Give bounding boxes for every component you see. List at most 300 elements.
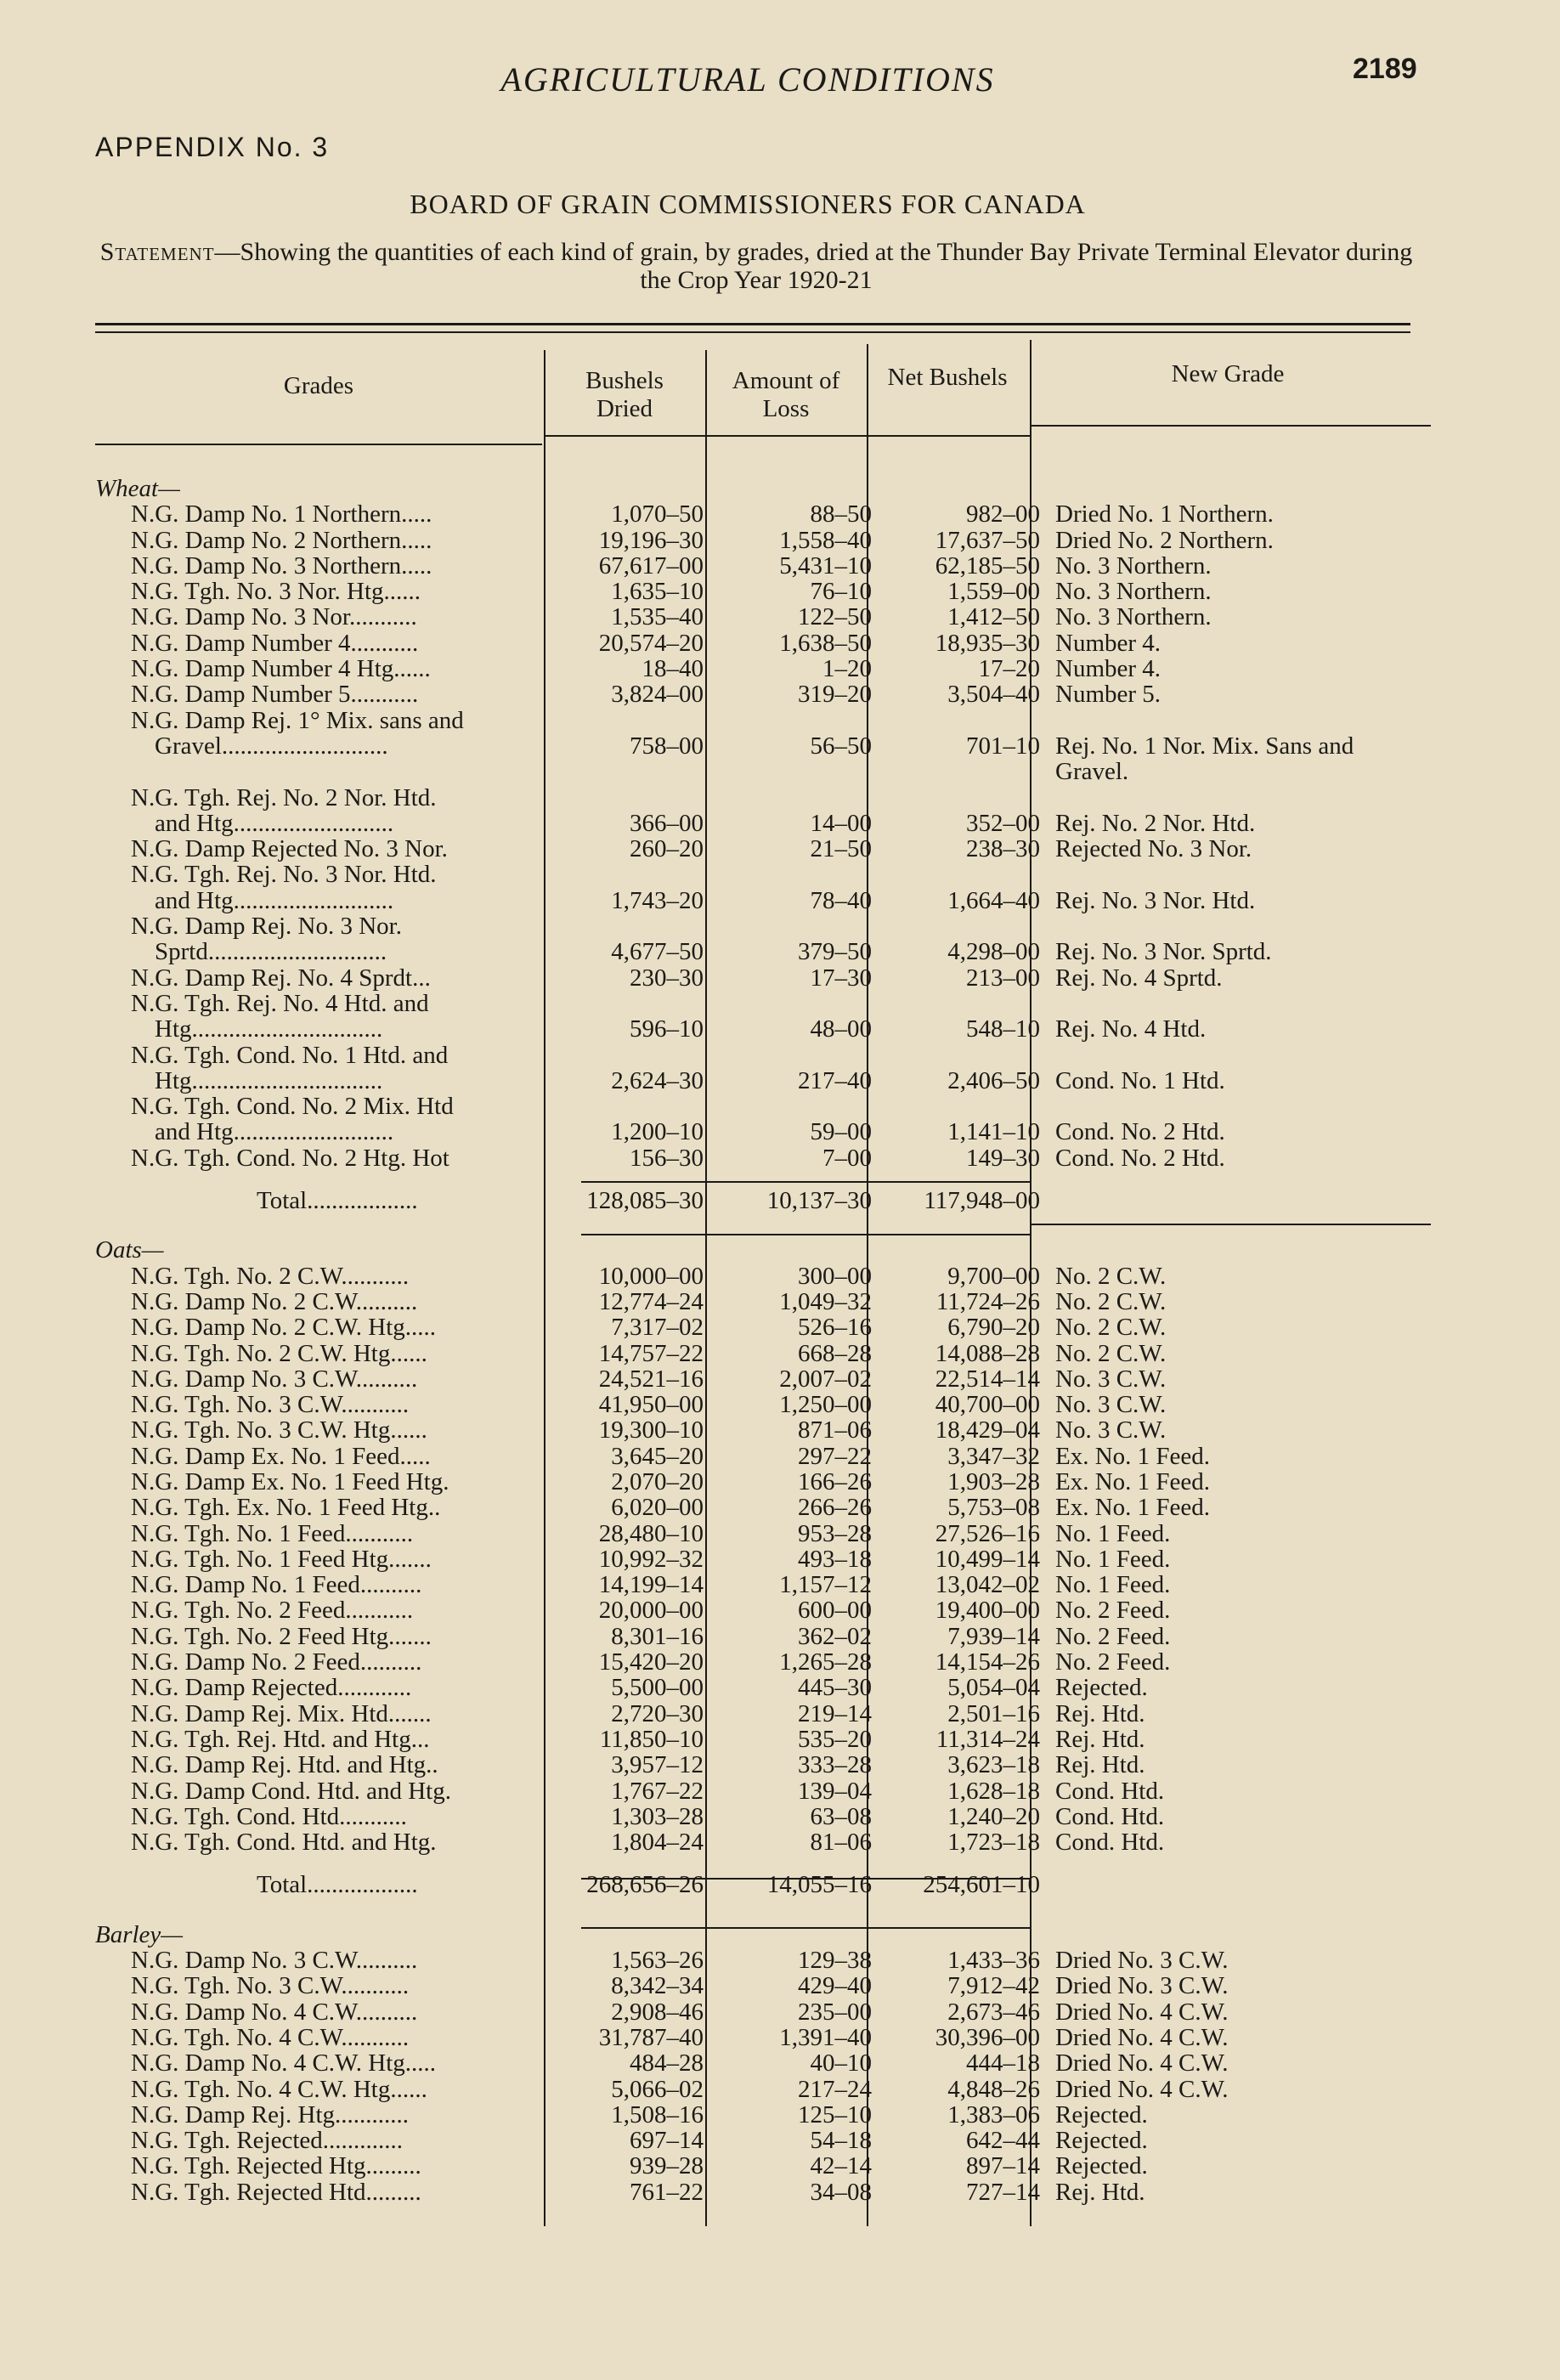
new-grade-cell-continued: Gravel. — [1055, 759, 1129, 785]
wheat-row-5 — [95, 630, 1463, 656]
amount-of-loss-cell: 493–18 — [798, 1546, 872, 1573]
net-bushels-cell: 4,848–26 — [947, 2076, 1040, 2102]
bushels-dried-cell: 31,787–40 — [598, 2024, 704, 2051]
grade-text: N.G. Damp No. 1 Northern..... — [131, 501, 432, 528]
barley-row-8 — [95, 2153, 1463, 2179]
barley-row-1 — [95, 1973, 1463, 1998]
loss-cell-empty — [710, 913, 879, 939]
grade-cell — [95, 965, 542, 991]
bushels-dried-cell: 1,743–20 — [611, 887, 704, 914]
total-label-cell — [95, 1188, 542, 1213]
net-bushels-cell: 1,628–18 — [947, 1778, 1040, 1804]
column-header-grades: Grades — [283, 372, 354, 399]
grade-cell — [95, 1521, 542, 1546]
grade-text-continued: Gravel........................... — [155, 732, 388, 760]
new-grade-cell: No. 2 C.W. — [1055, 1263, 1167, 1289]
grade-text: N.G. Tgh. No. 4 C.W........... — [131, 2024, 410, 2051]
amount-of-loss-cell: 54–18 — [810, 2128, 872, 2154]
dried-cell-empty — [542, 785, 710, 811]
grade-cell — [95, 1417, 542, 1443]
new-grade-cell: Rej. Htd. — [1055, 2179, 1145, 2205]
new-grade-cell: No. 1 Feed. — [1055, 1520, 1171, 1546]
grade-text: N.G. Damp Ex. No. 1 Feed Htg. — [131, 1468, 449, 1495]
bushels-dried-cell: 1,200–10 — [611, 1119, 704, 1145]
amount-of-loss-cell: 56–50 — [810, 732, 872, 760]
grade-cell — [95, 630, 542, 656]
new-grade-cell: No. 3 C.W. — [1055, 1417, 1167, 1444]
grade-text-continued: and Htg.......................... — [155, 810, 394, 837]
grade-cell — [95, 1649, 542, 1675]
net-bushels-cell: 14,088–28 — [935, 1340, 1040, 1366]
new-grade-cell: Rej. Htd. — [1055, 1752, 1145, 1778]
loss-cell-empty — [710, 991, 879, 1016]
wheat-row-8-line1 — [95, 708, 1463, 733]
amount-of-loss-cell: 1,049–32 — [779, 1288, 872, 1315]
wheat-row-17 — [95, 1145, 1463, 1171]
dried-cell-empty — [542, 862, 710, 887]
bushels-dried-cell: 230–30 — [630, 964, 704, 991]
dried-cell-empty — [542, 991, 710, 1016]
net-cell-empty — [879, 708, 1047, 733]
amount-of-loss-cell: 122–50 — [798, 604, 872, 630]
new-grade-cell: Number 4. — [1055, 656, 1162, 682]
grade-cell — [95, 1804, 542, 1829]
column-header-bushels-dried: Bushels Dried — [585, 367, 664, 422]
net-bushels-cell: 1,433–36 — [947, 1948, 1040, 1974]
net-bushels-cell: 982–00 — [966, 501, 1040, 528]
grade-cell — [95, 1469, 542, 1495]
grade-cell — [95, 2025, 542, 2050]
column-header-new-grade: New Grade — [1171, 360, 1285, 387]
grade-text: N.G. Tgh. No. 2 Feed........... — [131, 1597, 414, 1624]
grade-text: N.G. Damp No. 3 Northern..... — [131, 552, 432, 579]
oats-row-14 — [95, 1624, 1463, 1649]
new-grade-cell-empty — [1047, 913, 1463, 939]
new-grade-cell: No. 3 Northern. — [1055, 552, 1212, 579]
amount-of-loss-cell: 81–06 — [810, 1829, 872, 1856]
amount-of-loss-cell: 14–00 — [810, 810, 872, 837]
amount-of-loss-cell: 333–28 — [798, 1752, 872, 1778]
net-bushels-cell: 5,054–04 — [947, 1675, 1040, 1701]
grade-text: N.G. Tgh. Rej. No. 2 Nor. Htd. — [131, 784, 437, 811]
grade-cell — [95, 1572, 542, 1597]
dried-cell-empty — [542, 913, 710, 939]
net-bushels-cell: 2,501–16 — [947, 1700, 1040, 1727]
oats-row-0 — [95, 1263, 1463, 1289]
grain-table — [95, 476, 1463, 2205]
grade-cell — [95, 1043, 542, 1068]
grade-text: N.G. Damp Ex. No. 1 Feed..... — [131, 1443, 431, 1469]
grade-text: N.G. Tgh. Cond. No. 1 Htd. and — [131, 1042, 449, 1068]
grade-cell — [95, 1546, 542, 1572]
net-bushels-cell: 14,154–26 — [935, 1649, 1040, 1676]
amount-of-loss-cell: 219–14 — [798, 1700, 872, 1727]
header-underline-numbers — [545, 435, 1030, 437]
amount-of-loss-cell: 1,558–40 — [779, 527, 872, 553]
new-grade-cell: No. 2 C.W. — [1055, 1340, 1167, 1366]
amount-of-loss-cell: 535–20 — [798, 1726, 872, 1753]
net-bushels-cell: 727–14 — [966, 2179, 1040, 2205]
new-grade-cell: Rej. No. 4 Sprtd. — [1055, 964, 1223, 991]
wheat-total-spacer-cell — [95, 1171, 1463, 1188]
oats-section-label-text: Oats— — [95, 1237, 164, 1263]
net-bushels-cell: 10,499–14 — [935, 1546, 1040, 1573]
bushels-dried-cell: 1,635–10 — [611, 579, 704, 605]
total-amount-of-loss: 10,137–30 — [766, 1188, 872, 1214]
oats-row-7 — [95, 1444, 1463, 1469]
net-bushels-cell: 7,939–14 — [947, 1623, 1040, 1650]
total-bushels-dried: 128,085–30 — [586, 1188, 704, 1214]
new-grade-cell: No. 1 Feed. — [1055, 1572, 1171, 1598]
net-bushels-cell: 5,753–08 — [947, 1495, 1040, 1521]
bushels-dried-cell: 758–00 — [630, 732, 704, 760]
barley-row-4 — [95, 2050, 1463, 2076]
grade-cell — [95, 528, 542, 553]
net-cell-empty — [879, 862, 1047, 887]
wheat-section-label-text: Wheat— — [95, 476, 180, 502]
bushels-dried-cell: 15,420–20 — [598, 1649, 704, 1676]
bushels-dried-cell: 10,000–00 — [598, 1263, 704, 1289]
amount-of-loss-cell: 2,007–02 — [779, 1365, 872, 1393]
new-grade-cell: Rej. No. 3 Nor. Sprtd. — [1055, 939, 1272, 965]
bushels-dried-cell: 8,301–16 — [611, 1623, 704, 1650]
grade-cell — [95, 1701, 542, 1727]
wheat-total-spacer — [95, 1171, 1463, 1188]
grade-text: N.G. Damp Rej. Htg............ — [131, 2101, 410, 2128]
net-bushels-cell: 1,383–06 — [947, 2101, 1040, 2128]
board-title: BOARD OF GRAIN COMMISSIONERS FOR CANADA — [410, 189, 1086, 219]
net-bushels-cell: 548–10 — [966, 1016, 1040, 1043]
grade-text: N.G. Damp No. 2 C.W. Htg..... — [131, 1314, 437, 1341]
new-grade-cell: Dried No. 4 C.W. — [1055, 2076, 1229, 2102]
grade-cell — [95, 1145, 542, 1171]
grade-text: N.G. Tgh. Rejected Htg......... — [131, 2153, 421, 2179]
wheat-row-12-line1 — [95, 913, 1463, 939]
new-grade-cell: Rej. No. 4 Htd. — [1055, 1016, 1207, 1043]
total-bushels-dried: 268,656–26 — [586, 1872, 704, 1898]
grade-cell — [95, 836, 542, 862]
amount-of-loss-cell: 217–40 — [798, 1067, 872, 1094]
new-grade-cell: Cond. Htd. — [1055, 1803, 1165, 1830]
new-grade-cell: Dried No. 3 C.W. — [1055, 1973, 1229, 1999]
new-grade-cell: Cond. No. 2 Htd. — [1055, 1145, 1225, 1172]
new-grade-cell: Rej. Htd. — [1055, 1726, 1145, 1753]
grade-text: N.G. Damp No. 3 Nor........... — [131, 604, 417, 630]
oats-row-4 — [95, 1366, 1463, 1392]
grade-cell — [95, 1829, 542, 1855]
net-cell-empty — [879, 913, 1047, 939]
amount-of-loss-cell: 668–28 — [798, 1340, 872, 1366]
grade-text: N.G. Tgh. Cond. No. 2 Htg. Hot — [131, 1145, 449, 1172]
bushels-dried-cell: 1,508–16 — [611, 2101, 704, 2128]
net-bushels-cell: 22,514–14 — [935, 1365, 1040, 1393]
new-grade-cell: Dried No. 3 C.W. — [1055, 1948, 1229, 1974]
grade-cell — [95, 1016, 542, 1042]
amount-of-loss-cell: 17–30 — [810, 964, 872, 991]
oats-row-13 — [95, 1597, 1463, 1623]
net-bushels-cell: 238–30 — [966, 836, 1040, 862]
loss-cell-empty — [710, 759, 879, 784]
new-grade-cell: No. 1 Feed. — [1055, 1546, 1171, 1573]
new-grade-cell: Cond. Htd. — [1055, 1829, 1165, 1856]
new-grade-cell: Rej. Htd. — [1055, 1700, 1145, 1727]
grade-cell — [95, 2050, 542, 2076]
oats-row-19 — [95, 1752, 1463, 1778]
total-net-bushels: 117,948–00 — [924, 1188, 1040, 1214]
net-bushels-cell: 1,141–10 — [947, 1119, 1040, 1145]
grade-text: N.G. Damp No. 4 C.W. Htg..... — [131, 2050, 437, 2077]
wheat-row-9 — [95, 811, 1463, 836]
bushels-dried-cell: 6,020–00 — [611, 1495, 704, 1521]
amount-of-loss-cell: 21–50 — [810, 836, 872, 862]
oats-row-17 — [95, 1701, 1463, 1727]
total-new-grade-empty — [1047, 1188, 1463, 1213]
wheat-row-8-line3 — [95, 759, 1463, 784]
grade-cell — [95, 991, 542, 1016]
barley-row-6 — [95, 2102, 1463, 2128]
bushels-dried-cell: 19,196–30 — [598, 527, 704, 553]
amount-of-loss-cell: 429–40 — [798, 1973, 872, 1999]
new-grade-cell: Dried No. 4 C.W. — [1055, 2024, 1229, 2051]
net-bushels-cell: 9,700–00 — [947, 1263, 1040, 1289]
bushels-dried-cell: 3,824–00 — [611, 681, 704, 708]
dried-cell-empty — [542, 1094, 710, 1119]
bushels-dried-cell: 14,757–22 — [598, 1340, 704, 1366]
amount-of-loss-cell: 1,638–50 — [779, 630, 872, 657]
amount-of-loss-cell: 5,431–10 — [779, 552, 872, 579]
dried-cell-empty — [542, 708, 710, 733]
net-bushels-cell: 11,314–24 — [935, 1726, 1040, 1753]
bushels-dried-cell: 1,563–26 — [611, 1948, 704, 1974]
grade-text: N.G. Tgh. No. 2 C.W........... — [131, 1263, 410, 1289]
amount-of-loss-cell: 362–02 — [798, 1623, 872, 1650]
oats-total-spacer-cell — [95, 1855, 1463, 1872]
amount-of-loss-cell: 40–10 — [810, 2050, 872, 2077]
grade-cell — [95, 1289, 542, 1314]
net-bushels-cell: 17,637–50 — [935, 527, 1040, 553]
new-grade-cell: Rej. No. 1 Nor. Mix. Sans and — [1055, 732, 1354, 760]
bushels-dried-cell: 14,199–14 — [598, 1572, 704, 1598]
wheat-row-15-line1 — [95, 1043, 1463, 1068]
grade-cell — [95, 939, 542, 964]
net-bushels-cell: 30,396–00 — [935, 2024, 1040, 2051]
barley-row-3 — [95, 2025, 1463, 2050]
oats-section-label — [95, 1237, 1463, 1263]
grade-cell — [95, 1973, 542, 1998]
wheat-section-label — [95, 476, 1463, 501]
bushels-dried-cell: 260–20 — [630, 836, 704, 862]
new-grade-cell: No. 2 C.W. — [1055, 1314, 1167, 1341]
new-grade-cell: Dried No. 1 Northern. — [1055, 501, 1274, 528]
grade-text: N.G. Tgh. No. 3 C.W........... — [131, 1392, 410, 1418]
bushels-dried-cell: 67,617–00 — [598, 552, 704, 579]
amount-of-loss-cell: 1,265–28 — [779, 1649, 872, 1676]
net-bushels-cell: 17–20 — [978, 656, 1040, 682]
grade-text-continued: Htg............................... — [155, 1067, 383, 1094]
grade-text: N.G. Tgh. No. 1 Feed........... — [131, 1520, 414, 1546]
grade-text: N.G. Damp Rej. No. 4 Sprdt... — [131, 964, 431, 991]
wheat-row-11-line1 — [95, 862, 1463, 887]
grade-cell — [95, 862, 542, 887]
amount-of-loss-cell: 1,391–40 — [779, 2024, 872, 2051]
bushels-dried-cell: 2,624–30 — [611, 1067, 704, 1094]
new-grade-cell: No. 2 Feed. — [1055, 1597, 1171, 1624]
new-grade-cell: No. 2 Feed. — [1055, 1623, 1171, 1650]
oats-total-row — [95, 1872, 1463, 1897]
new-grade-cell: Rejected. — [1055, 2153, 1148, 2179]
grade-cell — [95, 656, 542, 681]
grade-text: N.G. Tgh. No. 4 C.W. Htg...... — [131, 2076, 427, 2102]
new-grade-cell: Rej. No. 2 Nor. Htd. — [1055, 810, 1256, 837]
wheat-row-0 — [95, 501, 1463, 527]
amount-of-loss-cell: 319–20 — [798, 681, 872, 708]
grade-cell — [95, 2102, 542, 2128]
barley-spacer — [95, 1898, 1463, 1922]
wheat-row-16-line1 — [95, 1094, 1463, 1119]
bushels-dried-cell: 2,070–20 — [611, 1468, 704, 1495]
amount-of-loss-cell: 59–00 — [810, 1119, 872, 1145]
net-bushels-cell: 1,240–20 — [947, 1803, 1040, 1830]
oats-row-2 — [95, 1314, 1463, 1340]
bushels-dried-cell: 939–28 — [630, 2153, 704, 2179]
grade-text: N.G. Tgh. Rej. Htd. and Htg... — [131, 1726, 430, 1753]
grade-cell — [95, 553, 542, 579]
amount-of-loss-cell: 88–50 — [810, 501, 872, 528]
grade-cell — [95, 1314, 542, 1340]
net-bushels-cell: 2,673–46 — [947, 1998, 1040, 2025]
net-cell-empty — [879, 1094, 1047, 1119]
statement-prefix: Statement — [99, 238, 215, 266]
new-grade-cell: Dried No. 4 C.W. — [1055, 2050, 1229, 2077]
grade-text: N.G. Damp No. 2 Feed.......... — [131, 1649, 422, 1676]
bushels-dried-cell: 5,500–00 — [611, 1675, 704, 1701]
top-rule — [95, 323, 1410, 325]
barley-row-0 — [95, 1948, 1463, 1973]
grade-text: N.G. Tgh. Rej. No. 3 Nor. Htd. — [131, 862, 437, 888]
new-grade-cell: Ex. No. 1 Feed. — [1055, 1495, 1211, 1521]
oats-total-spacer — [95, 1855, 1463, 1872]
dried-cell-empty — [542, 759, 710, 784]
net-bushels-cell: 444–18 — [966, 2050, 1040, 2077]
amount-of-loss-cell: 139–04 — [798, 1778, 872, 1804]
new-grade-cell: No. 3 Northern. — [1055, 579, 1212, 605]
bushels-dried-cell: 1,070–50 — [611, 501, 704, 528]
bushels-dried-cell: 8,342–34 — [611, 1973, 704, 1999]
bushels-dried-cell: 20,574–20 — [598, 630, 704, 657]
net-bushels-cell: 18,429–04 — [935, 1417, 1040, 1444]
statement-text: —Showing the quantities of each kind of grain, by grades, dried at the Thunder Bay Private Terminal Elevator during the Crop Year 1920-21 — [214, 238, 1413, 294]
page-number: 2189 — [1353, 53, 1417, 85]
top-rule-second — [95, 331, 1410, 333]
grade-cell — [95, 1068, 542, 1094]
grade-text: N.G. Tgh. Ex. No. 1 Feed Htg.. — [131, 1495, 441, 1521]
barley-row-5 — [95, 2077, 1463, 2102]
amount-of-loss-cell: 445–30 — [798, 1675, 872, 1701]
grade-text: N.G. Tgh. No. 3 C.W........... — [131, 1973, 410, 1999]
amount-of-loss-cell: 1–20 — [822, 656, 872, 682]
new-grade-cell: No. 3 C.W. — [1055, 1365, 1167, 1393]
loss-cell-empty — [710, 708, 879, 733]
barley-row-7 — [95, 2128, 1463, 2153]
wheat-row-16 — [95, 1119, 1463, 1145]
net-bushels-cell: 1,723–18 — [947, 1829, 1040, 1856]
grade-text: N.G. Tgh. No. 3 C.W. Htg...... — [131, 1417, 427, 1444]
grade-text: N.G. Tgh. Rejected............. — [131, 2128, 404, 2154]
bushels-dried-cell: 12,774–24 — [598, 1288, 704, 1315]
wheat-row-7 — [95, 681, 1463, 707]
new-grade-cell: Number 5. — [1055, 681, 1162, 708]
wheat-row-13 — [95, 965, 1463, 991]
wheat-row-3 — [95, 579, 1463, 604]
bushels-dried-cell: 10,992–32 — [598, 1546, 704, 1573]
loss-cell-empty — [710, 862, 879, 887]
amount-of-loss-cell: 871–06 — [798, 1417, 872, 1444]
new-grade-cell-empty — [1047, 1094, 1463, 1119]
net-cell-empty — [879, 759, 1047, 784]
net-bushels-cell: 7,912–42 — [947, 1973, 1040, 1999]
amount-of-loss-cell: 76–10 — [810, 579, 872, 605]
net-bushels-cell: 18,935–30 — [935, 630, 1040, 657]
grade-text: N.G. Damp Number 5........... — [131, 681, 419, 708]
net-bushels-cell: 213–00 — [966, 964, 1040, 991]
oats-row-12 — [95, 1572, 1463, 1597]
net-bushels-cell: 642–44 — [966, 2128, 1040, 2154]
amount-of-loss-cell: 600–00 — [798, 1597, 872, 1624]
grade-cell — [95, 2128, 542, 2153]
new-grade-cell: Rejected. — [1055, 2101, 1148, 2128]
grade-cell — [95, 604, 542, 630]
grade-cell — [95, 501, 542, 527]
amount-of-loss-cell: 300–00 — [798, 1263, 872, 1289]
bushels-dried-cell: 697–14 — [630, 2128, 704, 2154]
grade-text: N.G. Damp Rejected No. 3 Nor. — [131, 836, 448, 862]
grade-text: N.G. Damp Rej. No. 3 Nor. — [131, 913, 402, 940]
new-grade-cell: No. 3 C.W. — [1055, 1392, 1167, 1418]
grade-cell — [95, 1675, 542, 1700]
bushels-dried-cell: 366–00 — [630, 810, 704, 837]
new-grade-cell: No. 2 C.W. — [1055, 1288, 1167, 1315]
net-bushels-cell: 1,664–40 — [947, 887, 1040, 914]
grade-cell — [95, 2179, 542, 2205]
new-grade-cell: No. 3 Northern. — [1055, 604, 1212, 630]
net-bushels-cell: 40,700–00 — [935, 1392, 1040, 1418]
grade-cell — [95, 579, 542, 604]
oats-row-20 — [95, 1778, 1463, 1804]
net-bushels-cell: 1,559–00 — [947, 579, 1040, 605]
grade-cell — [95, 1094, 542, 1119]
barley-row-2 — [95, 1999, 1463, 2025]
grade-cell-empty — [95, 759, 542, 784]
grade-cell — [95, 1119, 542, 1145]
grade-text: N.G. Tgh. Cond. No. 2 Mix. Htd — [131, 1094, 454, 1120]
new-grade-cell: Rejected No. 3 Nor. — [1055, 836, 1252, 862]
column-header-net-bushels: Net Bushels — [887, 364, 1008, 391]
running-head: AGRICULTURAL CONDITIONS — [500, 60, 995, 99]
grade-cell — [95, 1341, 542, 1366]
bushels-dried-cell: 41,950–00 — [598, 1392, 704, 1418]
new-grade-cell: Dried No. 4 C.W. — [1055, 1998, 1229, 2025]
oats-row-16 — [95, 1675, 1463, 1700]
barley-row-9 — [95, 2179, 1463, 2205]
new-grade-cell-empty — [1047, 708, 1463, 733]
new-grade-cell-empty — [1047, 862, 1463, 887]
grade-text: N.G. Damp No. 4 C.W.......... — [131, 1998, 418, 2025]
grade-text: N.G. Tgh. Rejected Htd......... — [131, 2179, 421, 2205]
amount-of-loss-cell: 63–08 — [810, 1803, 872, 1830]
wheat-row-6 — [95, 656, 1463, 681]
total-net-bushels: 254,601–10 — [923, 1872, 1040, 1898]
grade-text: N.G. Tgh. No. 1 Feed Htg....... — [131, 1546, 432, 1573]
